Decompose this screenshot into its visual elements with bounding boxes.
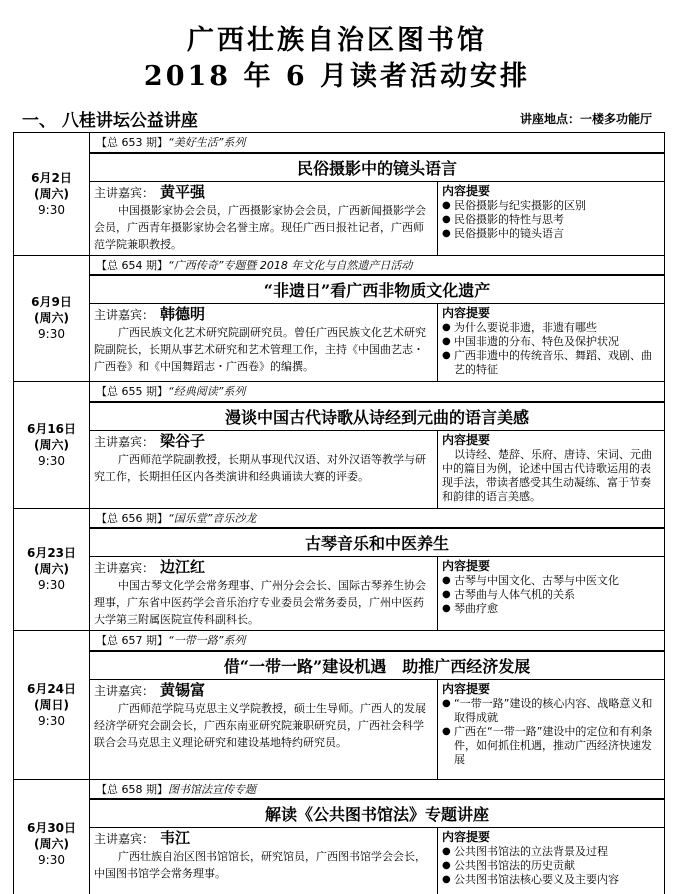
content-points	[442, 845, 660, 887]
content-point: ● 琴曲疗愈	[442, 602, 660, 616]
event-row	[14, 508, 665, 528]
content-cell	[438, 304, 665, 382]
event-series: “国乐堂”音乐沙龙	[168, 511, 257, 525]
event-row	[14, 382, 665, 402]
event-weekday: (周六)	[34, 186, 69, 201]
event-row	[14, 779, 665, 799]
content-points	[442, 199, 660, 241]
speaker-bio: 广西师范学院马克思主义学院教授，硕士生导师。广西人的发展经济学研究会副会长，广西东南亚研究院兼职研究员，广西社会科学联合会马克思主义理论研究和建设基地特约研究员。	[94, 701, 426, 749]
event-title-row	[14, 651, 665, 680]
content-cell	[438, 557, 665, 631]
event-title-row	[14, 528, 665, 557]
event-row	[14, 133, 665, 153]
content-label: 内容提要	[442, 306, 491, 320]
event-series-tag	[90, 382, 665, 402]
content-label: 内容提要	[442, 183, 491, 198]
speaker-name: 梁谷子	[160, 431, 206, 450]
event-issue: 【总 657 期】	[96, 634, 168, 647]
content-label: 内容提要	[442, 559, 491, 573]
speaker-name: 黄锡富	[160, 680, 206, 699]
event-series-tag	[90, 779, 665, 799]
content-label: 内容提要	[442, 830, 491, 844]
event-date-cell	[14, 255, 90, 382]
event-time: 9:30	[38, 853, 65, 868]
speaker-name: 边江红	[160, 558, 206, 576]
speaker-cell	[90, 304, 438, 382]
event-series: “美好生活”系列	[168, 136, 246, 149]
event-series-tag	[90, 631, 665, 651]
event-time: 9:30	[38, 202, 65, 217]
event-row	[14, 255, 665, 275]
event-title-row	[14, 799, 665, 828]
event-issue: 【总 658 期】	[96, 782, 168, 796]
content-point: ● 广西在“一带一路”建设中的定位和有利条件，如何抓住机遇，推动广西经济快速发展	[442, 725, 660, 767]
speaker-label: 主讲嘉宾：	[94, 308, 155, 322]
event-date-cell	[14, 779, 90, 894]
event-title-row	[14, 275, 665, 304]
speaker-label: 主讲嘉宾：	[94, 683, 155, 698]
event-series-tag	[90, 133, 665, 153]
speaker-bio: 中国古琴文化学会常务理事、广州分会会长、国际古琴养生协会理事，广东省中医药学会音乐治疗专业委员会常务委员，广州中医药大学第三附属医院宣传科副科长。	[94, 579, 426, 626]
event-date-cell	[14, 382, 90, 509]
content-point: ● “一带一路”建设的核心内容、战略意义和取得成就	[442, 697, 660, 725]
speaker-name: 黄平强	[160, 182, 206, 201]
content-point: ● 民俗摄影的特性与思考	[442, 213, 660, 227]
content-points	[442, 321, 660, 377]
event-title: 古琴音乐和中医养生	[90, 528, 665, 557]
document-title: 广西壮族自治区图书馆	[187, 25, 487, 56]
speaker-bio: 中国摄影家协会会员，广西摄影家协会会员，广西新闻摄影学会会员，广西青年摄影家协会名誉主席。现任广西日报社记者，广西师范学院兼职教授。	[94, 203, 426, 251]
content-point: ● 公共图书馆法的立法背景及过程	[442, 845, 660, 859]
venue-label: 讲座地点：一楼多功能厅	[519, 112, 652, 126]
event-date: 6月2日	[31, 170, 72, 185]
event-detail-row	[14, 304, 665, 382]
content-cell	[438, 679, 665, 779]
content-point: ● 古琴曲与人体气机的关系	[442, 588, 660, 602]
content-label: 内容提要	[442, 432, 491, 447]
content-point: ● 民俗摄影中的镜头语言	[442, 227, 660, 241]
speaker-name: 韦江	[160, 829, 191, 847]
event-date-cell	[14, 133, 90, 256]
speaker-cell	[90, 181, 438, 255]
content-point: ● 古琴与中国文化、古琴与中医文化	[442, 574, 660, 588]
event-title: 民俗摄影中的镜头语言	[90, 153, 665, 182]
document-subtitle: 2018 年 6 月读者活动安排	[143, 61, 531, 92]
event-series-tag	[90, 255, 665, 275]
event-weekday: (周六)	[34, 311, 69, 326]
event-detail-row	[14, 557, 665, 631]
event-detail-row	[14, 430, 665, 508]
event-title: “非遗日”看广西非物质文化遗产	[90, 275, 665, 304]
content-point: ● 中国非遗的分布、特色及保护状况	[442, 335, 660, 349]
event-title: 解读《公共图书馆法》专题讲座	[90, 799, 665, 828]
event-issue: 【总 653 期】	[96, 136, 168, 149]
event-issue: 【总 654 期】	[96, 258, 168, 272]
event-series: “一带一路”系列	[168, 634, 246, 647]
event-date-cell	[14, 508, 90, 631]
event-date: 6月16日	[26, 421, 77, 436]
event-weekday: (周六)	[34, 837, 69, 852]
event-weekday: (周六)	[34, 437, 69, 452]
event-date: 6月23日	[26, 546, 77, 561]
content-points	[442, 574, 660, 616]
event-series: “经典阅读”系列	[168, 385, 246, 398]
speaker-cell	[90, 430, 438, 508]
event-issue: 【总 656 期】	[96, 511, 168, 525]
section-title: 一、 八桂讲坛公益讲座	[22, 111, 198, 131]
content-point: ● 公共图书馆法核心要义及主要内容	[442, 873, 660, 887]
speaker-name: 韩德明	[160, 305, 206, 323]
event-title-row	[14, 153, 665, 182]
event-date: 6月24日	[26, 681, 77, 696]
event-series: 图书馆法宣传专题	[168, 782, 256, 796]
event-detail-row	[14, 181, 665, 255]
content-point: ● 为什么要说非遗，非遗有哪些	[442, 321, 660, 335]
speaker-label: 主讲嘉宾：	[94, 561, 155, 575]
content-points	[442, 697, 660, 767]
speaker-cell	[90, 557, 438, 631]
event-title: 漫谈中国古代诗歌从诗经到元曲的语言美感	[90, 402, 665, 431]
schedule-table	[13, 132, 665, 894]
event-detail-row	[14, 828, 665, 894]
event-date: 6月30日	[26, 821, 77, 836]
content-point: ● 公共图书馆法的历史贡献	[442, 859, 660, 873]
event-row	[14, 631, 665, 651]
event-time: 9:30	[38, 713, 65, 728]
event-date: 6月9日	[31, 295, 72, 310]
content-cell	[438, 430, 665, 508]
speaker-label: 主讲嘉宾：	[94, 185, 155, 200]
event-series: “广西传奇”专题暨 2018 年文化与自然遗产日活动	[168, 258, 413, 272]
event-weekday: (周日)	[34, 697, 69, 712]
speaker-bio: 广西民族文化艺术研究院副研究员。曾任广西民族文化艺术研究院副院长，长期从事艺术研究和艺术管理工作，主持《中国曲艺志・广西卷》和《中国舞蹈志・广西卷》的编撰。	[94, 326, 426, 373]
event-title: 借“一带一路”建设机遇 助推广西经济发展	[90, 651, 665, 680]
content-point: ● 民俗摄影与纪实摄影的区别	[442, 199, 660, 213]
content-cell	[438, 181, 665, 255]
event-series-tag	[90, 508, 665, 528]
content-point: ● 广西非遗中的传统音乐、舞蹈、戏剧、曲艺的特征	[442, 349, 660, 377]
event-time: 9:30	[38, 453, 65, 468]
speaker-cell	[90, 679, 438, 779]
event-issue: 【总 655 期】	[96, 385, 168, 398]
event-weekday: (周六)	[34, 562, 69, 577]
speaker-bio: 广西壮族自治区图书馆馆长，研究馆员，广西图书馆学会会长，中国图书馆学会常务理事。	[94, 850, 426, 880]
speaker-label: 主讲嘉宾：	[94, 434, 155, 449]
event-time: 9:30	[38, 578, 65, 593]
content-label: 内容提要	[442, 681, 491, 696]
event-detail-row	[14, 679, 665, 779]
event-date-cell	[14, 631, 90, 780]
content-cell	[438, 828, 665, 894]
speaker-label: 主讲嘉宾：	[94, 832, 155, 846]
content-paragraph: 以诗经、楚辞、乐府、唐诗、宋词、元曲中的篇目为例，论述中国古代诗歌运用的表现手法，带读者感受其生动凝练、富于节奏和韵律的语言美感。	[442, 447, 652, 503]
event-title-row	[14, 402, 665, 431]
speaker-bio: 广西师范学院副教授，长期从事现代汉语、对外汉语等教学与研究工作，长期担任区内各类演讲和经典诵读大赛的评委。	[94, 452, 426, 483]
speaker-cell	[90, 828, 438, 894]
event-time: 9:30	[38, 327, 65, 342]
